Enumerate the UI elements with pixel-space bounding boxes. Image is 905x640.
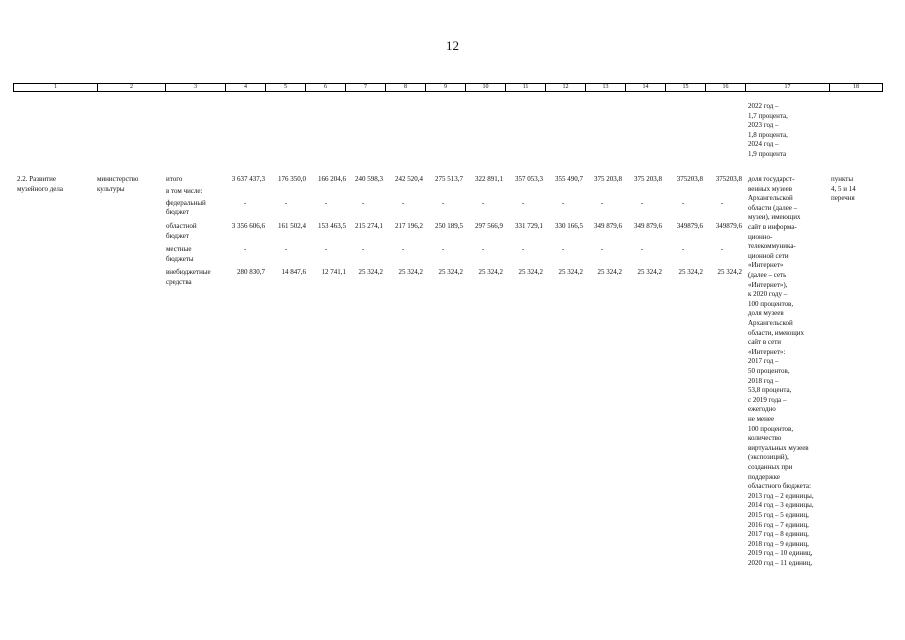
row-value: - — [600, 198, 604, 207]
indicator-line: 2017 год – — [748, 357, 779, 366]
indicator-line: 53,8 процента, — [748, 386, 792, 395]
indicator-line: к 2020 году – — [748, 290, 788, 299]
indicator-line: 100 процентов, — [748, 299, 794, 308]
row-value: 3 637 437,3 — [231, 175, 265, 183]
section-name: 2.2. Развитие — [17, 175, 56, 183]
column-number-11: 11 — [506, 84, 546, 92]
indicator-line: 50 процентов, — [748, 367, 790, 375]
column-number-16: 16 — [706, 84, 746, 92]
column-number-12: 12 — [546, 84, 586, 92]
row-value: 3 356 606,6 — [231, 222, 265, 230]
indicator-line: сайт в информа- — [748, 223, 797, 231]
row-value: - — [361, 198, 365, 207]
row-value: 161 502,4 — [278, 222, 306, 230]
section-name: музейного дела — [17, 184, 64, 193]
row-value: - — [720, 245, 724, 253]
top-note-line: 1,7 процента, — [748, 111, 788, 120]
indicator-line: «Интернет»), — [748, 280, 788, 289]
column-number-header — [13, 83, 883, 92]
row-value: 25 324,2 — [478, 268, 503, 276]
row-value: - — [481, 245, 485, 253]
row-label: средства — [166, 277, 192, 286]
indicator-line: 2017 год – 8 единиц, — [748, 530, 809, 539]
row-value: 25 324,2 — [717, 268, 742, 276]
indicator-line: доля государст- — [748, 175, 795, 183]
row-value: 349879,6 — [715, 222, 742, 230]
row-value: - — [441, 198, 445, 207]
column-number-17: 17 — [746, 84, 830, 92]
indicator-line: Архангельской — [748, 319, 793, 327]
row-label: бюджет — [166, 231, 189, 240]
column-number-8: 8 — [386, 84, 426, 92]
row-value: - — [561, 245, 565, 253]
indicator-line: созданных при — [748, 463, 793, 471]
row-value: 297 566,9 — [475, 222, 503, 230]
column-number-9: 9 — [426, 84, 466, 92]
indicator-line: поддержке — [748, 472, 780, 481]
row-value: - — [324, 198, 328, 207]
column-number-4: 4 — [226, 84, 266, 92]
page-number: 12 — [446, 38, 459, 53]
column-number-5: 5 — [266, 84, 306, 92]
row-value: 375 203,8 — [594, 175, 622, 183]
row-value: 250 189,5 — [435, 222, 463, 230]
row-value: 357 053,3 — [515, 175, 543, 183]
row-value: - — [243, 198, 247, 207]
column-number-15: 15 — [666, 84, 706, 92]
top-note-line: 1,9 процента — [748, 150, 787, 158]
row-label: федеральный — [166, 198, 206, 207]
indicator-line: «Интернет» — [748, 261, 784, 270]
row-value: - — [720, 198, 724, 207]
row-value: 153 463,5 — [318, 222, 346, 230]
indicator-line: ционной сети — [748, 251, 789, 260]
indicator-line: (далее – сеть — [748, 271, 787, 279]
row-value: 217 196,2 — [395, 222, 423, 230]
row-value: 12 741,1 — [321, 268, 346, 276]
row-value: 25 324,2 — [438, 268, 463, 276]
indicator-line: не менее — [748, 415, 775, 423]
indicator-line: Архангельской — [748, 194, 793, 203]
indicator-line: виртуальных музеев — [748, 443, 809, 452]
row-label: местные — [166, 245, 192, 253]
row-value: 375203,8 — [676, 175, 703, 183]
row-value: - — [361, 245, 365, 253]
column-number-18: 18 — [830, 84, 883, 92]
column-number-7: 7 — [346, 84, 386, 92]
executor-name: министерство — [97, 175, 139, 183]
row-value: - — [324, 245, 328, 253]
row-value: 349879,6 — [676, 222, 703, 230]
row-label: внебюджетные — [166, 268, 211, 276]
row-value: - — [521, 245, 525, 253]
row-label: областной — [166, 222, 197, 230]
indicator-line: сайт в сети — [748, 338, 782, 347]
row-value: 25 324,2 — [637, 268, 662, 276]
column-number-2: 2 — [98, 84, 166, 92]
row-value: - — [441, 245, 445, 253]
indicator-line: телекоммуника- — [748, 242, 796, 251]
indicator-line: (экспозиций), — [748, 453, 789, 462]
indicator-line: ционно- — [748, 232, 773, 241]
row-value: - — [284, 245, 288, 253]
indicator-line: 2020 год – 11 единиц, — [748, 559, 813, 567]
row-value: - — [600, 245, 604, 253]
column-number-1: 1 — [14, 84, 98, 92]
row-value: - — [521, 198, 525, 207]
row-value: 322 891,1 — [475, 175, 503, 183]
row-value: 25 324,2 — [678, 268, 703, 276]
row-label: в том числе: — [166, 186, 203, 195]
row-value: - — [243, 245, 247, 253]
row-value: - — [681, 245, 685, 253]
row-value: - — [561, 198, 565, 207]
row-value: 240 598,3 — [355, 175, 383, 183]
reference-line: перечня — [831, 194, 855, 203]
row-value: 355 490,7 — [555, 175, 583, 183]
indicator-line: области (далее – — [748, 203, 798, 212]
indicator-line: 2016 год – 7 единиц, — [748, 520, 809, 529]
row-value: 275 513,7 — [435, 175, 463, 183]
row-value: 330 166,5 — [555, 222, 583, 230]
indicator-line: количество — [748, 434, 782, 443]
row-value: 375 203,8 — [634, 175, 662, 183]
executor-name: культуры — [97, 184, 125, 193]
reference-line: пункты — [831, 175, 854, 183]
indicator-line: областного бюджета: — [748, 482, 811, 491]
row-label: бюджет — [166, 208, 189, 217]
row-value: 25 324,2 — [358, 268, 383, 276]
reference-line: 4, 5 и 14 — [831, 184, 856, 193]
column-number-3: 3 — [166, 84, 226, 92]
indicator-line: 2019 год – 10 единиц, — [748, 549, 813, 558]
row-label: итого — [166, 175, 183, 183]
row-value: 14 847,6 — [281, 268, 306, 276]
indicator-line: музеи), имеющих — [748, 213, 801, 222]
top-note-line: 2023 год – — [748, 121, 779, 130]
row-value: - — [681, 198, 685, 207]
row-value: 176 350,0 — [278, 175, 306, 183]
indicator-line: ежегодно — [748, 405, 776, 414]
indicator-line: 2014 год – 3 единицы, — [748, 501, 814, 510]
row-value: - — [401, 198, 405, 207]
indicator-line: области, имеющих — [748, 328, 805, 337]
row-label: бюджеты — [166, 254, 194, 263]
row-value: 242 520,4 — [395, 175, 423, 183]
row-value: 166 204,6 — [318, 175, 346, 183]
indicator-line: с 2019 года – — [748, 395, 787, 404]
column-number-10: 10 — [466, 84, 506, 92]
row-value: 25 324,2 — [597, 268, 622, 276]
row-value: 331 729,1 — [515, 222, 543, 230]
indicator-line: «Интернет»: — [748, 347, 786, 356]
row-value: 25 324,2 — [398, 268, 423, 276]
indicator-line: 100 процентов, — [748, 424, 794, 433]
top-note-line: 1,8 процента, — [748, 130, 788, 139]
indicator-line: доля музеев — [748, 309, 784, 318]
row-value: - — [284, 198, 288, 207]
column-number-14: 14 — [626, 84, 666, 92]
column-number-6: 6 — [306, 84, 346, 92]
column-number-13: 13 — [586, 84, 626, 92]
row-value: 349 879,6 — [634, 222, 662, 230]
indicator-line: 2013 год – 2 единицы, — [748, 491, 814, 500]
row-value: 25 324,2 — [518, 268, 543, 276]
row-value: 349 879,6 — [594, 222, 622, 230]
row-value: 280 830,7 — [237, 268, 265, 276]
row-value: - — [640, 198, 644, 207]
row-value: - — [481, 198, 485, 207]
top-note-line: 2024 год – — [748, 140, 779, 149]
row-value: 25 324,2 — [558, 268, 583, 276]
row-value: 375203,8 — [715, 175, 742, 183]
top-note-line: 2022 год – — [748, 102, 779, 110]
row-value: 215 274,1 — [355, 222, 383, 230]
indicator-line: венных музеев — [748, 184, 793, 193]
row-value: - — [401, 245, 405, 253]
indicator-line: 2018 год – 9 единиц, — [748, 539, 809, 548]
row-value: - — [640, 245, 644, 253]
indicator-line: 2018 год – — [748, 376, 779, 385]
indicator-line: 2015 год – 5 единиц, — [748, 511, 809, 519]
